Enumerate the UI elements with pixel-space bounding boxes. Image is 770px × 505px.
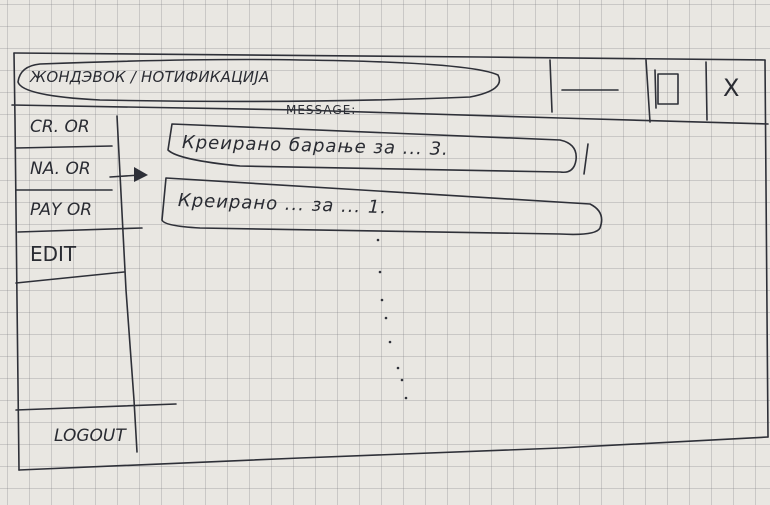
sidebar-item-label: NA. OR: [30, 159, 91, 179]
sidebar-divider-4: [16, 272, 124, 283]
sidebar-item-label: CR. OR: [30, 117, 90, 137]
minimize-button[interactable]: [556, 62, 646, 118]
sidebar-item-pay-order[interactable]: [18, 196, 126, 230]
window-frame-right: [765, 60, 768, 437]
message-card[interactable]: [160, 174, 606, 236]
window-frame: [14, 53, 765, 60]
pen-tick: [584, 144, 588, 174]
scroll-trail: [377, 239, 408, 400]
sidebar-item-label: EDIT: [30, 242, 77, 266]
logout-label: LOGOUT: [54, 426, 126, 446]
sidebar-item-edit[interactable]: [18, 238, 113, 272]
sidebar-divider-5: [16, 404, 176, 410]
maximize-button[interactable]: [646, 62, 706, 118]
close-icon: X: [723, 74, 740, 102]
message-card[interactable]: [168, 118, 580, 174]
message-text: Креирано барање за ... 3.: [181, 132, 450, 160]
sidebar-item-label: PAY OR: [30, 200, 93, 220]
logout-button[interactable]: [50, 422, 150, 456]
arrowhead: [134, 167, 148, 182]
titlebar-separator-1: [550, 60, 552, 112]
sidebar-item-notifications[interactable]: [18, 155, 123, 189]
window-title: ЖОНДЭВОК / НОТИФИКАЦИЈА: [30, 68, 270, 86]
messages-heading: MESSAGE:: [286, 103, 357, 117]
message-text: Креирано ... за ... 1.: [177, 190, 388, 219]
sidebar-item-create-order[interactable]: [18, 113, 118, 147]
